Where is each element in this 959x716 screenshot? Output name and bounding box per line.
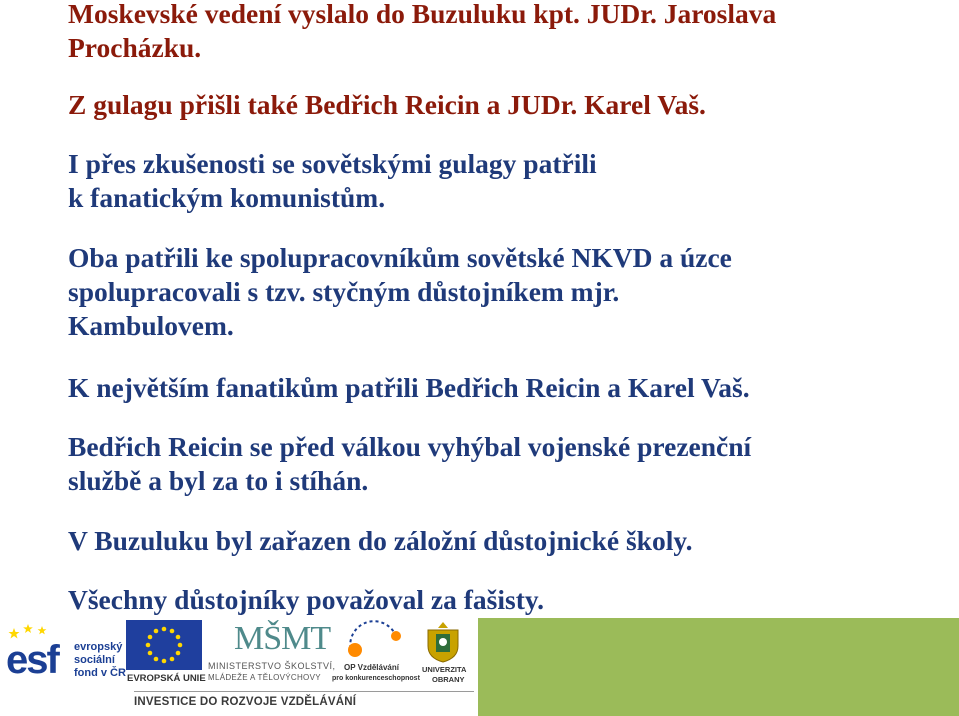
- paragraph-4: [68, 241, 948, 343]
- esf-mark: esf: [6, 638, 58, 682]
- footer-logo-bar: [0, 618, 959, 716]
- green-panel: [478, 618, 959, 716]
- unob-logo: [418, 620, 468, 690]
- eu-caption: EVROPSKÁ UNIE: [127, 673, 206, 684]
- op-vk-arc-icon: [340, 620, 412, 660]
- paragraph-8: [68, 583, 948, 617]
- paragraph-3: [68, 147, 948, 215]
- msmt-mark: MŠMT: [234, 620, 331, 657]
- esf-caption-2: sociální: [74, 654, 115, 666]
- unob-caption-1: UNIVERZITA: [422, 665, 467, 674]
- paragraph-3-line-1: I přes zkušenosti se sovětskými gulagy patřili: [68, 148, 597, 179]
- paragraph-4-line-1: Oba patřili ke spolupracovníkům sovětské NKVD a úzce: [68, 242, 732, 273]
- unob-crest-icon: [418, 620, 468, 664]
- paragraph-1-line-1: Moskevské vedení vyslalo do Buzuluku kpt. JUDr. Jaroslava: [68, 0, 777, 29]
- op-vk-logo: [332, 620, 420, 690]
- eu-flag-icon: [126, 620, 202, 670]
- paragraph-1-line-2: Procházku.: [68, 32, 202, 63]
- paragraph-6-line-2: službě a byl za to i stíhán.: [68, 465, 369, 496]
- paragraph-3-line-2: k fanatickým komunistům.: [68, 182, 386, 213]
- paragraph-1: [68, 0, 948, 65]
- paragraph-7-line-1: V Buzuluku byl zařazen do záložní důstojnické školy.: [68, 525, 693, 556]
- esf-caption-1: evropský: [74, 641, 123, 653]
- paragraph-6-line-1: Bedřich Reicin se před válkou vyhýbal vojenské prezenční: [68, 431, 752, 462]
- paragraph-8-line-1: Všechny důstojníky považoval za fašisty.: [68, 584, 544, 615]
- esf-caption-3: fond v ČR: [74, 667, 126, 679]
- msmt-logo: [206, 620, 336, 690]
- slogan: INVESTICE DO ROZVOJE VZDĚLÁVÁNÍ: [134, 691, 474, 708]
- logo-strip: [0, 618, 478, 716]
- paragraph-6: [68, 430, 948, 498]
- paragraph-4-line-2: spolupracovali s tzv. styčným důstojníkem mjr.: [68, 276, 620, 307]
- paragraph-5: [68, 371, 948, 405]
- paragraph-7: [68, 524, 948, 558]
- op-vk-caption-1: OP Vzdělávání: [344, 663, 399, 672]
- eu-logo: [126, 620, 206, 684]
- msmt-caption-2: MLÁDEŽE A TĚLOVÝCHOVY: [208, 673, 321, 682]
- paragraph-2-line-1: Z gulagu přišli také Bedřich Reicin a JUDr. Karel Vaš.: [68, 89, 706, 120]
- op-vk-caption-2: pro konkurenceschopnost: [332, 675, 420, 682]
- unob-caption-2: OBRANY: [432, 675, 465, 684]
- paragraph-4-line-3: Kambulovem.: [68, 310, 234, 341]
- paragraph-5-line-1: K největším fanatikům patřili Bedřich Reicin a Karel Vaš.: [68, 372, 750, 403]
- paragraph-2: [68, 88, 948, 122]
- esf-logo: [4, 620, 126, 688]
- msmt-caption-1: MINISTERSTVO ŠKOLSTVÍ,: [208, 661, 336, 671]
